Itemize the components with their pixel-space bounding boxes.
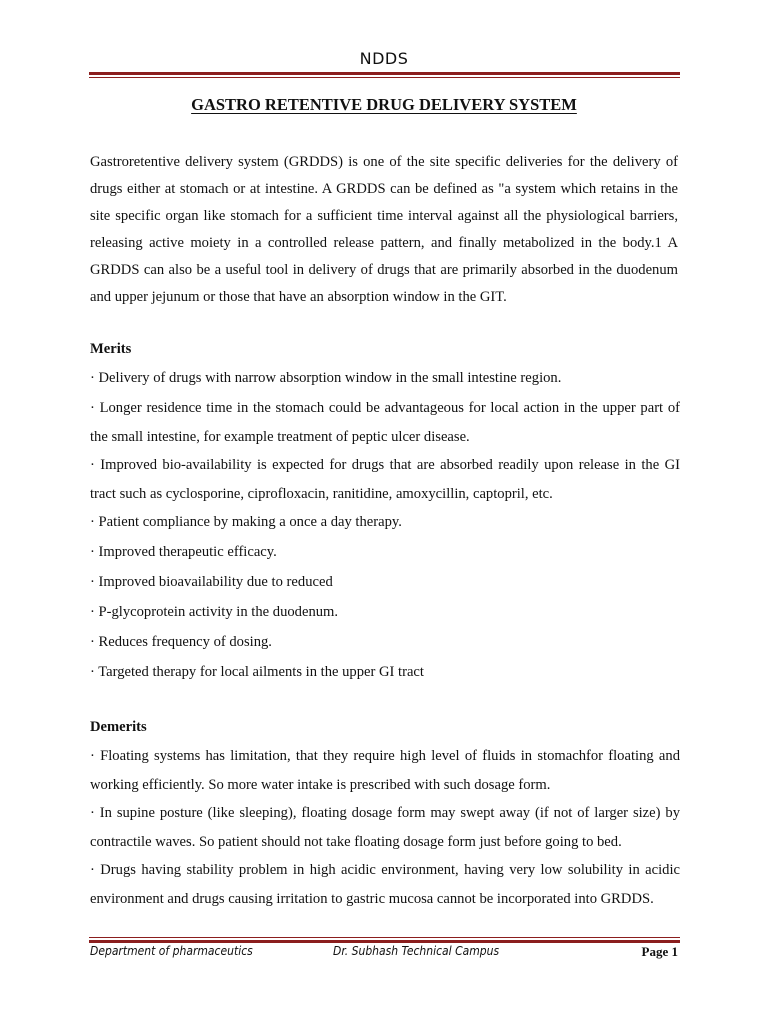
footer-rule-thin [89,937,680,938]
merit-item: · Improved bio-availability is expected for drugs that are absorbed readily upon release in the GI tract such as cyclosporine, ciprofloxacin, ranitidine, amoxycillin, captopril, etc. [90,457,680,502]
running-header: NDDS [359,49,409,68]
merit-item: · Targeted therapy for local ailments in the upper GI tract [90,664,424,680]
demerit-item: · Drugs having stability problem in high acidic environment, having very low solubility in acidic environment and drugs causing irritation to gastric mucosa cannot be incorporated into GRDDS. [90,862,680,907]
header-rule-thick [89,72,680,75]
merit-item: · Reduces frequency of dosing. [90,634,272,650]
header-rule-thin [89,77,680,78]
demerit-item: · In supine posture (like sleeping), floating dosage form may swept away (if not of larger size) by contractile waves. So patient should not take floating dosage form just before going to bed. [90,805,680,850]
footer-institution: Dr. Subhash Technical Campus [333,944,500,958]
demerit-item: · Floating systems has limitation, that they require high level of fluids in stomachfor floating and working efficiently. So more water intake is prescribed with such dosage form. [90,748,680,793]
merit-item: · Longer residence time in the stomach could be advantageous for local action in the upper part of the small intestine, for example treatment of peptic ulcer disease. [90,400,680,445]
merit-item: · P-glycoprotein activity in the duodenum. [90,604,339,620]
document-title: GASTRO RETENTIVE DRUG DELIVERY SYSTEM [191,95,577,114]
merits-heading: Merits [90,341,132,357]
merit-item: · Delivery of drugs with narrow absorption window in the small intestine region. [90,370,562,386]
page-number: Page 1 [641,944,678,959]
document-title-block [0,95,768,115]
demerits-heading: Demerits [90,719,147,735]
merit-item: · Improved therapeutic efficacy. [90,544,277,560]
merit-item: · Patient compliance by making a once a day therapy. [90,514,402,530]
intro-paragraph: Gastroretentive delivery system (GRDDS) is one of the site specific deliveries for the delivery of drugs either at stomach or at intestine. A GRDDS can be defined as "a system which retains in the site specific organ like stomach for a sufficient time interval against all the physiological barriers, releasing active moiety in a controlled release pattern, and finally metabolized in the body.1 A GRDDS can also be a useful tool in delivery of drugs that are primarily absorbed in the duodenum and upper jejunum or those that have an absorption window in the GIT. [90,154,678,305]
footer-rule-thick [89,940,680,943]
merit-item: · Improved bioavailability due to reduced [90,574,333,590]
footer-department: Department of pharmaceutics [90,944,253,958]
